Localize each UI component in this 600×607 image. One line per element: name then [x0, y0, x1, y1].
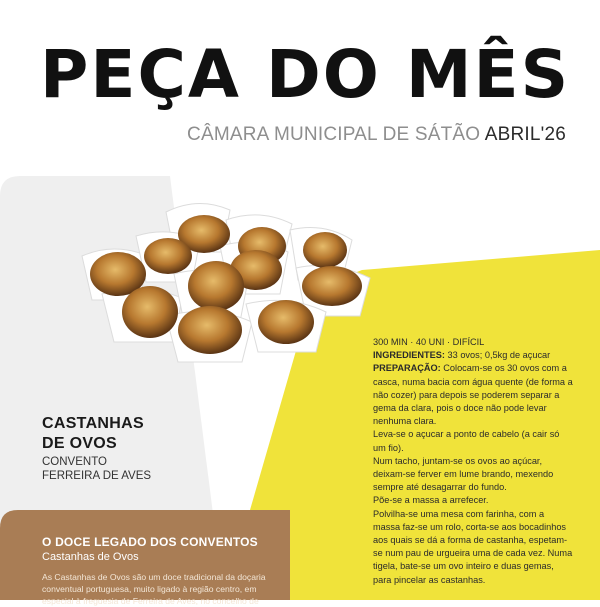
- dish-origin-line1: CONVENTO: [42, 456, 107, 468]
- recipe-text: [373, 336, 573, 587]
- organization-name: CÂMARA MUNICIPAL DE SÁTÃO: [187, 124, 481, 145]
- ingredients-label: INGREDIENTES:: [373, 350, 445, 361]
- pastry: [188, 261, 244, 311]
- pastry: [144, 238, 192, 274]
- dish-name-line1: CASTANHAS: [42, 415, 144, 432]
- ingredients-text: 33 ovos; 0,5kg de açucar: [447, 350, 551, 361]
- legacy-section: [42, 535, 282, 607]
- legacy-title: O DOCE LEGADO DOS CONVENTOS: [42, 535, 258, 549]
- recipe-step: Num tacho, juntam-se os ovos ao açúcar, deixam-se ferver em lume brando, mexendo sempre até desagarrar do fundo.: [373, 455, 554, 493]
- legacy-subtitle: Castanhas de Ovos: [42, 551, 139, 563]
- preparation-label: PREPARAÇÃO:: [373, 363, 441, 374]
- dish-origin: [42, 455, 151, 483]
- pastry: [122, 286, 178, 338]
- page-subtitle: [187, 124, 566, 146]
- page-title: PEÇA DO MÊS: [40, 36, 571, 113]
- recipe-preparation: [373, 362, 573, 428]
- pastries-photo: [70, 190, 390, 370]
- pastry: [258, 300, 314, 344]
- dish-origin-line2: FERREIRA DE AVES: [42, 470, 152, 482]
- recipe-meta: 300 MIN · 40 UNI · DIFÍCIL: [373, 337, 485, 347]
- recipe-step: Leva-se o açucar a ponto de cabelo (a cair só um fio).: [373, 429, 560, 453]
- recipe-step: Põe-se a massa a arrefecer.: [373, 495, 489, 506]
- issue-date: ABRIL'26: [484, 124, 566, 145]
- recipe-ingredients: [373, 349, 573, 362]
- pastry: [178, 306, 242, 354]
- pastry: [303, 232, 347, 268]
- recipe-step: Polvilha-se uma mesa com farinha, com a massa faz-se um rolo, corta-se aos bocadinhos aos quais se dá a forma de castanha, espetam-se num pau de urgueira uma de cada vez. Numa tigela, bate-se um ovo inteiro e duas gemas, para pincelar as castanhas.: [373, 508, 573, 585]
- preparation-text: Colocam-se os 30 ovos com a casca, numa bacia com água quente (de forma a não cozer) para depois se poderem separar a gema da clara, pois o doce não pode levar nenhuma clara.: [373, 363, 573, 427]
- dish-name-line2: DE OVOS: [42, 435, 118, 452]
- legacy-body: As Castanhas de Ovos são um doce tradicional da doçaria conventual portuguesa, muito ligado à região centro, em especial à freguesia de Ferreira de Aves, no concelho de: [42, 572, 266, 606]
- pastry: [302, 266, 362, 306]
- dish-name: [42, 414, 144, 454]
